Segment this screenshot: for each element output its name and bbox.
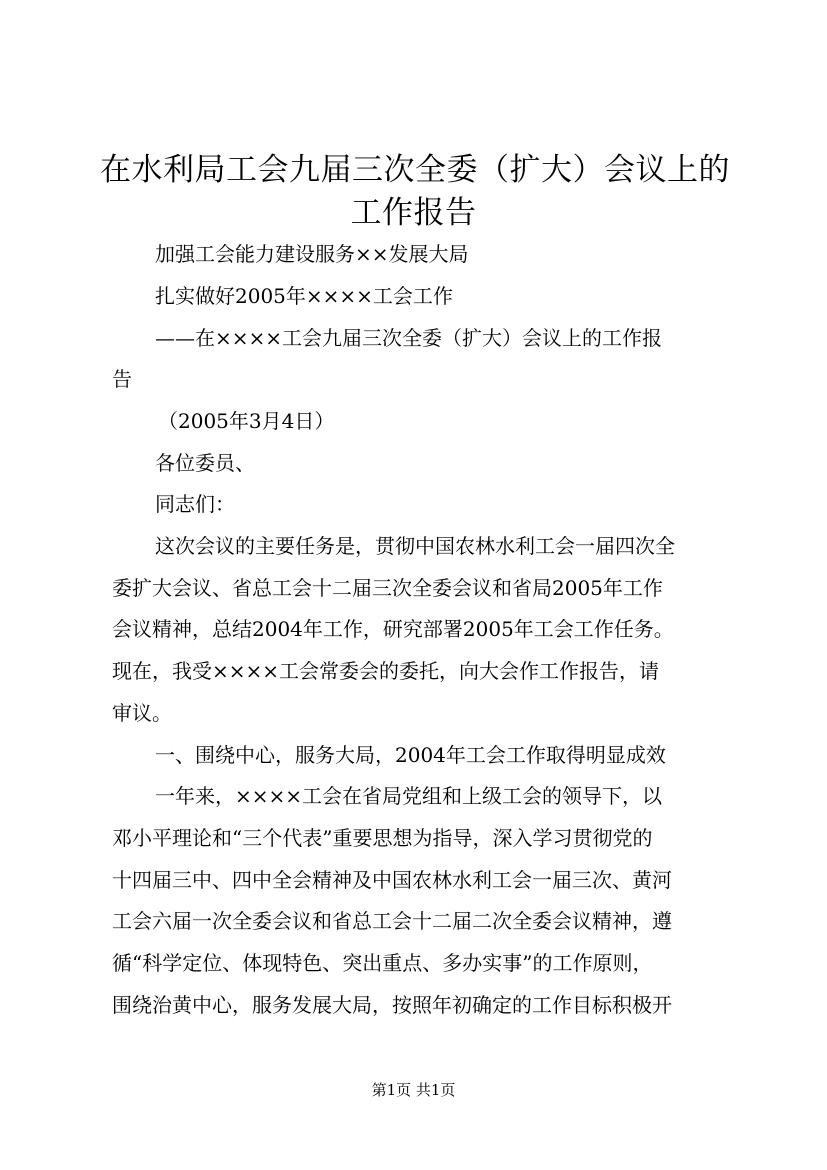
paragraph-line: 邓小平理论和“三个代表”重要思想为指导，深入学习贯彻党的 — [112, 826, 653, 850]
subtitle-line-2: 扎实做好2005年××××工会工作 — [155, 284, 453, 308]
paragraph-line: 一年来，××××工会在省局党组和上级工会的领导下，以 — [155, 784, 663, 808]
document-title-line-1: 在水利局工会九届三次全委（扩大）会议上的 — [100, 152, 730, 188]
salutation-line-1: 各位委员、 — [155, 451, 255, 475]
report-date: （2005年3月4日） — [158, 409, 335, 433]
salutation-line-2: 同志们： — [155, 492, 235, 516]
paragraph-line: 会议精神，总结2004年工作，研究部署2005年工会工作任务。 — [112, 617, 674, 641]
page-footer: 第1页 共1页 — [371, 1081, 456, 1099]
subtitle-line-1: 加强工会能力建设服务××发展大局 — [155, 242, 469, 266]
report-heading-continuation: 告 — [112, 367, 132, 391]
paragraph-line: 十四届三中、四中全会精神及中国农林水利工会一届三次、黄河 — [112, 868, 672, 892]
report-heading-line: ——在××××工会九届三次全委（扩大）会议上的工作报 — [155, 326, 663, 350]
document-title-line-2: 工作报告 — [350, 195, 477, 231]
paragraph-line: 委扩大会议、省总工会十二届三次全委会议和省局2005年工作 — [112, 576, 663, 600]
paragraph-line: 现在，我受××××工会常委会的委托，向大会作工作报告，请 — [112, 659, 660, 683]
paragraph-line: 围绕治黄中心，服务发展大局，按照年初确定的工作目标积极开 — [112, 993, 672, 1017]
section-heading: 一、围绕中心，服务大局，2004年工会工作取得明显成效 — [155, 743, 666, 767]
paragraph-line: 这次会议的主要任务是，贯彻中国农林水利工会一届四次全 — [155, 534, 675, 558]
paragraph-line: 循“科学定位、体现特色、突出重点、多办实事”的工作原则， — [112, 951, 653, 975]
paragraph-line: 审议。 — [112, 701, 172, 725]
paragraph-line: 工会六届一次全委会议和省总工会十二届二次全委会议精神，遵 — [112, 909, 672, 933]
